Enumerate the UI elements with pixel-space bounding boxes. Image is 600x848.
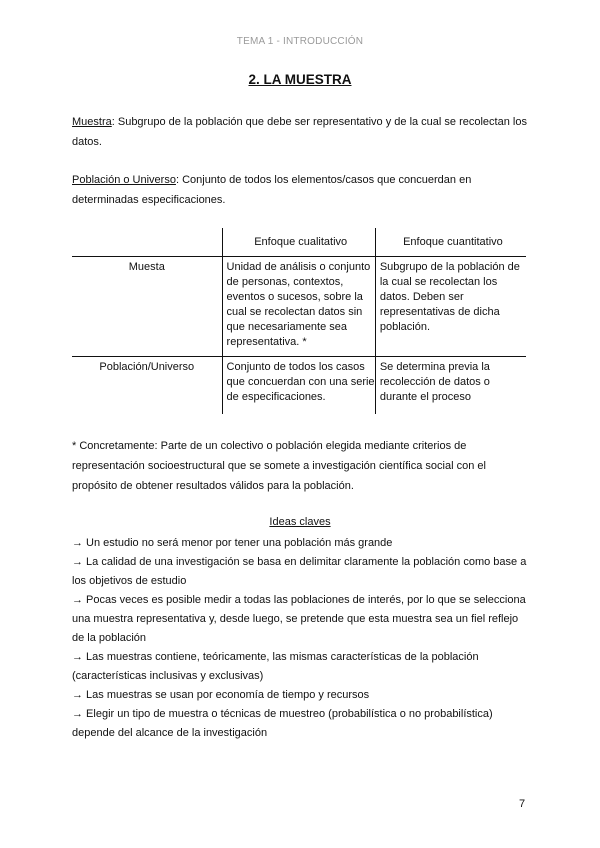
table-row [72, 257, 526, 357]
section-title: 2. LA MUESTRA [248, 72, 352, 87]
list-item: → Pocas veces es posible medir a todas las poblaciones de interés, por lo que se selecciona una muestra representativa y, desde luego, se pretende que esta muestra sea un fiel reflejo de la población [72, 594, 526, 644]
table-cell: Se determina previa la recolección de datos o durante el proceso [379, 361, 490, 403]
definition-poblacion [72, 170, 532, 210]
row-label: Muesta [128, 261, 165, 273]
list-item: → Las muestras contiene, teóricamente, las mismas características de la población (características inclusivas y exclusivas) [72, 651, 479, 682]
page-number: 7 [519, 798, 526, 810]
list-item: → Un estudio no será menor por tener una población más grande [72, 537, 393, 549]
definition-text: : Conjunto de todos los elementos/casos que concuerdan en determinadas especificaciones. [72, 174, 472, 206]
ideas-list [72, 534, 532, 743]
definition-muestra [72, 112, 532, 152]
table-header-cuantitativo: Enfoque cuantitativo [375, 228, 526, 257]
running-header: TEMA 1 - INTRODUCCIÓN [236, 36, 364, 47]
definition-term: Población o Universo [72, 174, 176, 186]
list-item: → Las muestras se usan por economía de tiempo y recursos [72, 689, 370, 701]
table-header-empty [72, 228, 222, 257]
table-header-row [72, 228, 526, 257]
definition-text: : Subgrupo de la población que debe ser representativo y de la cual se recolectan los datos. [72, 116, 527, 148]
comparison-table [72, 228, 526, 414]
table-row [72, 357, 526, 415]
definition-term: Muestra [72, 116, 112, 128]
ideas-title: Ideas claves [269, 516, 331, 528]
table-header-cualitativo: Enfoque cualitativo [222, 228, 375, 257]
table-cell: Unidad de análisis o conjunto de personas, contextos, eventos o sucesos, sobre la cual se recolectan datos sin que necesariamente sea representativa. * [226, 261, 371, 348]
row-label: Población/Universo [99, 361, 195, 373]
table-cell: Subgrupo de la población de la cual se recolectan los datos. Deben ser representativas de dicha población. [379, 261, 520, 333]
list-item: → La calidad de una investigación se basa en delimitar claramente la población como base a los objetivos de estudio [72, 556, 527, 587]
list-item: → Elegir un tipo de muestra o técnicas de muestreo (probabilística o no probabilística) depende del alcance de la investigación [72, 708, 493, 739]
table-cell: Conjunto de todos los casos que concuerdan con una serie de especificaciones. [226, 361, 375, 403]
footnote: * Concretamente: Parte de un colectivo o población elegida mediante criterios de representación socioestructural que se somete a investigación científica social con el propósito de obtener resultados válidos para la población. [72, 440, 486, 492]
